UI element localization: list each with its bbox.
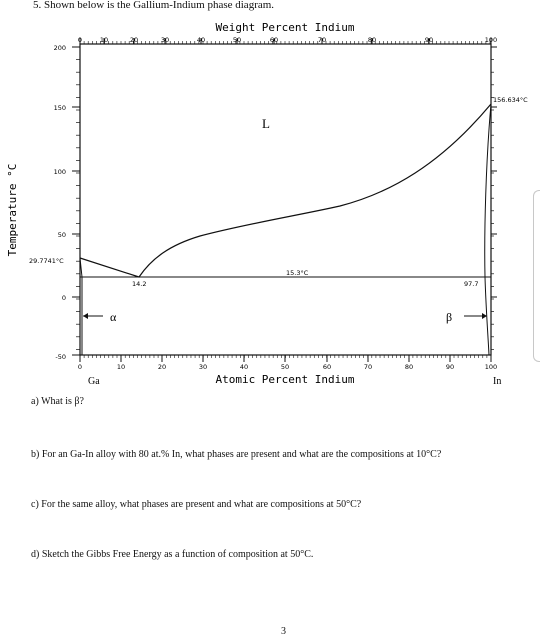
beta-solvus (485, 104, 491, 355)
eutectic-temp-label: 15.3°C (286, 269, 309, 277)
alpha-arrowhead (83, 313, 88, 319)
top-tick-label: 30 (160, 36, 170, 44)
question-c: c) For the same alloy, what phases are present and what are compositions at 50°C? (31, 499, 362, 510)
bottom-tick-label: 60 (322, 363, 332, 371)
y-tick-label: 0 (61, 294, 66, 302)
top-tick-label: 50 (232, 36, 242, 44)
bottom-tick-label: 50 (280, 363, 290, 371)
eutectic-left-comp-label: 14.2 (132, 280, 147, 288)
y-tick-label: 100 (53, 168, 66, 176)
alpha-phase-label: α (110, 310, 117, 324)
left-element-label: Ga (88, 376, 100, 387)
top-tick-label: 40 (196, 36, 206, 44)
y-tick-label: 50 (57, 231, 66, 239)
question-a: a) What is β? (31, 396, 84, 407)
top-axis-title: Weight Percent Indium (215, 21, 355, 34)
y-tick-label: 200 (53, 44, 66, 52)
y-minor-ticks (76, 47, 494, 349)
top-tick-label: 10 (99, 36, 109, 44)
top-tick-label: 0 (77, 36, 83, 44)
right-element-label: In (493, 376, 502, 387)
bottom-tick-label: 90 (445, 363, 455, 371)
scroll-handle[interactable] (533, 190, 540, 362)
beta-phase-label: β (446, 310, 453, 324)
bottom-tick-label: 80 (404, 363, 414, 371)
top-tick-label: 90 (424, 36, 434, 44)
problem-heading: 5. Shown below is the Gallium-Indium phase diagram. (33, 0, 275, 11)
bottom-tick-label: 100 (484, 363, 498, 371)
bottom-tick-label: 70 (363, 363, 373, 371)
top-tick-label: 60 (269, 36, 279, 44)
top-tick-label: 20 (129, 36, 139, 44)
y-tick-label: 150 (53, 104, 66, 112)
liquid-phase-label: L (262, 116, 270, 131)
liquidus-curve (80, 104, 491, 277)
y-tick-label: -50 (55, 353, 66, 361)
bottom-tick-label: 40 (239, 363, 249, 371)
bottom-axis-title: Atomic Percent Indium (215, 373, 355, 386)
y-ticks (72, 47, 497, 355)
question-b: b) For an Ga-In alloy with 80 at.% In, what phases are present and what are the compositions at 10°C? (31, 449, 442, 460)
top-tick-label: 100 (484, 36, 498, 44)
bottom-tick-label: 20 (157, 363, 167, 371)
bottom-tick-label: 10 (116, 363, 126, 371)
top-tick-label: 80 (367, 36, 377, 44)
page-number: 3 (281, 626, 286, 637)
top-tick-label: 70 (317, 36, 327, 44)
plot-frame (80, 44, 491, 355)
y-axis-title: Temperature °C (6, 163, 19, 257)
in-melting-temp-label: 156.634°C (493, 96, 528, 104)
bottom-tick-label: 0 (77, 363, 83, 371)
ga-melting-temp-label: 29.7741°C (29, 257, 64, 265)
question-d: d) Sketch the Gibbs Free Energy as a function of composition at 50°C. (31, 549, 314, 560)
eutectic-right-comp-label: 97.7 (464, 280, 479, 288)
bottom-tick-label: 30 (198, 363, 208, 371)
